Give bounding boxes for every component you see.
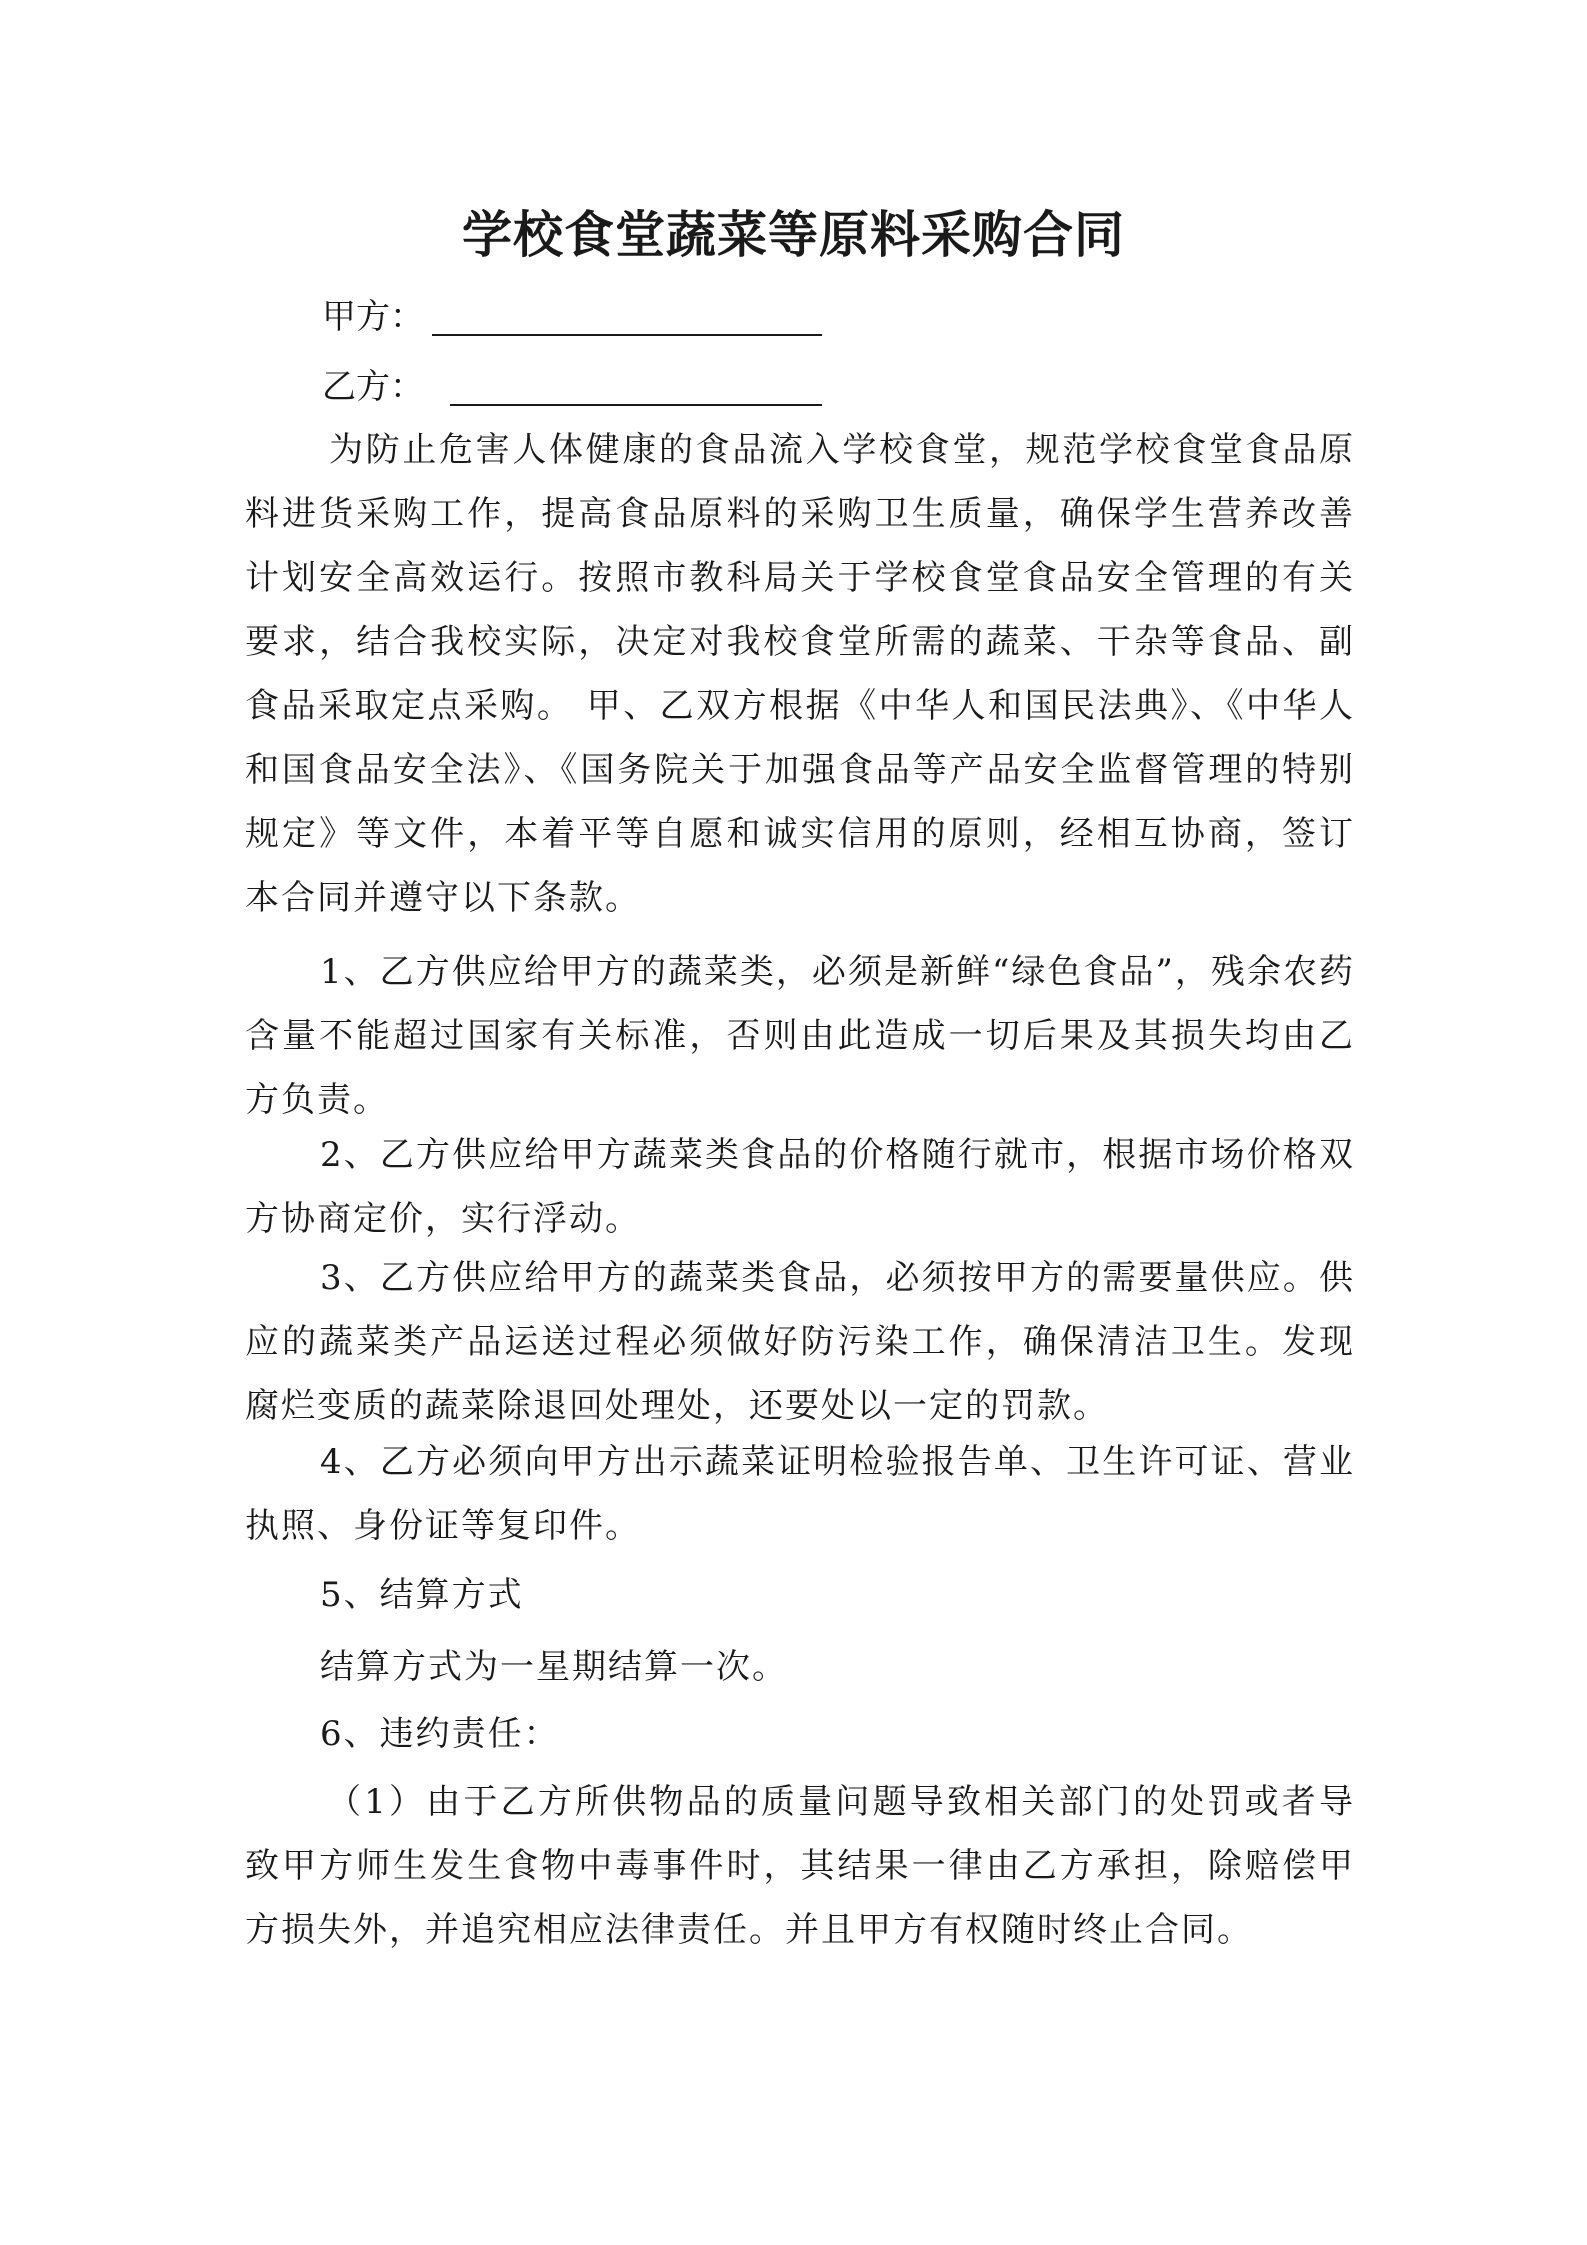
clause-6-item-1: （1）由于乙方所供物品的质量问题导致相关部门的处罚或者导致甲方师生发生食物中毒事件时，其结果一律由乙方承担，除赔偿甲方损失外，并追究相应法律责任。并且甲方有权随时终止合同。 (245, 1782, 1355, 1950)
party-b-blank (450, 404, 822, 406)
clause-4: 4、乙方必须向甲方出示蔬菜证明检验报告单、卫生许可证、营业执照、身份证等复印件。 (245, 1442, 1355, 1546)
clause-3: 3、乙方供应给甲方的蔬菜类食品，必须按甲方的需要量供应。供应的蔬菜类产品运送过程必须做好防污染工作，确保清洁卫生。发现腐烂变质的蔬菜除退回处理处，还要处以一定的罚款。 (245, 1258, 1355, 1426)
clause-6-heading: 6、违约责任： (320, 1714, 560, 1754)
clause-5-text: 结算方式为一星期结算一次。 (320, 1647, 788, 1687)
document-title: 学校食堂蔬菜等原料采购合同 (462, 206, 1125, 264)
party-b-label: 乙方： (322, 367, 424, 407)
clause-1: 1、乙方供应给甲方的蔬菜类，必须是新鲜“绿色食品”，残余农药含量不能超过国家有关标准，否则由此造成一切后果及其损失均由乙方负责。 (245, 952, 1355, 1120)
clause-2: 2、乙方供应给甲方蔬菜类食品的价格随行就市，根据市场价格双方协商定价，实行浮动。 (245, 1135, 1355, 1239)
party-a-label: 甲方： (322, 297, 424, 337)
party-a-blank (432, 334, 822, 336)
party-a-line (322, 292, 424, 342)
intro-paragraph: 为防止危害人体健康的食品流入学校食堂，规范学校食堂食品原料进货采购工作，提高食品原料的采购卫生质量，确保学生营养改善计划安全高效运行。按照市教科局关于学校食堂食品安全管理的有关要求，结合我校实际，决定对我校食堂所需的蔬菜、干杂等食品、副食品采取定点采购。 甲、乙双方根据《中华人和国民法典》、《中华人和国食品安全法》、《国务院关于加强食品等产品安全监督管理的特别规定》等文件，本着平等自愿和诚实信用的原则，经相互协商，签订本合同并遵守以下条款。 (245, 430, 1355, 918)
party-b-line (322, 362, 424, 412)
clause-5-heading: 5、结算方式 (320, 1575, 524, 1615)
